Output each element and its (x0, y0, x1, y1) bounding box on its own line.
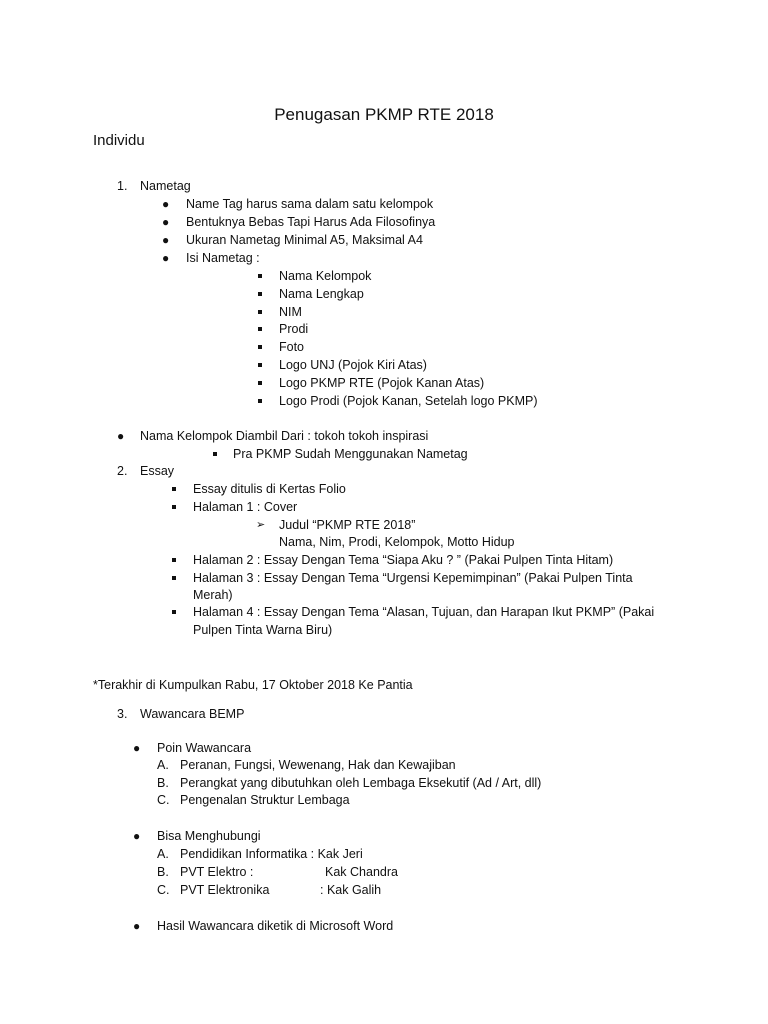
contact-name: Kak Chandra (325, 865, 398, 879)
list-item: NIM (279, 305, 302, 319)
square-bullet-icon (172, 505, 176, 509)
contact-name: : Kak Galih (320, 883, 382, 897)
contact-item: PVT Elektro : (180, 865, 254, 879)
list-number: 1. (117, 179, 128, 193)
list-item: Isi Nametag : (186, 251, 260, 265)
wawancara-heading: Wawancara BEMP (140, 707, 245, 721)
list-item: Bisa Menghubungi (157, 829, 261, 843)
list-item: Pra PKMP Sudah Menggunakan Nametag (233, 447, 468, 461)
bullet-icon: ● (162, 233, 170, 247)
square-bullet-icon (213, 452, 217, 456)
list-item: Nama Kelompok (279, 269, 372, 283)
square-bullet-icon (258, 292, 262, 296)
list-number: 3. (117, 707, 128, 721)
list-item: Hasil Wawancara diketik di Microsoft Word (157, 919, 394, 933)
square-bullet-icon (172, 576, 176, 580)
list-item: Nama Lengkap (279, 287, 364, 301)
square-bullet-icon (258, 381, 262, 385)
list-item: Merah) (193, 588, 233, 602)
bullet-icon: ● (133, 741, 141, 755)
square-bullet-icon (258, 345, 262, 349)
square-bullet-icon (172, 558, 176, 562)
bullet-icon: ● (162, 215, 170, 229)
list-item: Perangkat yang dibutuhkan oleh Lembaga Eksekutif (Ad / Art, dll) (180, 776, 542, 790)
page-title: Penugasan PKMP RTE 2018 (274, 105, 494, 124)
list-number: 2. (117, 464, 128, 478)
list-item: Name Tag harus sama dalam satu kelompok (186, 197, 434, 211)
list-item: Pulpen Tinta Warna Biru) (193, 623, 333, 637)
list-item: Pengenalan Struktur Lembaga (180, 793, 350, 807)
list-item: Nama, Nim, Prodi, Kelompok, Motto Hidup (279, 535, 515, 549)
list-item: Essay ditulis di Kertas Folio (193, 482, 346, 496)
bullet-icon: ● (117, 429, 125, 443)
arrow-bullet-icon: ➢ (256, 519, 266, 531)
square-bullet-icon (258, 327, 262, 331)
list-letter: C. (157, 793, 170, 807)
contact-item: Pendidikan Informatika : Kak Jeri (180, 847, 363, 861)
list-item: Halaman 2 : Essay Dengan Tema “Siapa Aku ? ” (Pakai Pulpen Tinta Hitam) (193, 553, 614, 567)
bullet-icon: ● (162, 251, 170, 265)
list-item: Halaman 3 : Essay Dengan Tema “Urgensi Kepemimpinan” (Pakai Pulpen Tinta (193, 571, 633, 585)
list-item: Logo UNJ (Pojok Kiri Atas) (279, 358, 427, 372)
list-letter: B. (157, 865, 169, 879)
nametag-heading: Nametag (140, 179, 191, 193)
list-item: Halaman 4 : Essay Dengan Tema “Alasan, Tujuan, dan Harapan Ikut PKMP” (Pakai (193, 605, 655, 619)
list-letter: A. (157, 758, 169, 772)
square-bullet-icon (258, 399, 262, 403)
contact-item: PVT Elektronika (180, 883, 270, 897)
square-bullet-icon (258, 274, 262, 278)
list-item: Logo PKMP RTE (Pojok Kanan Atas) (279, 376, 485, 390)
list-letter: A. (157, 847, 169, 861)
list-item: Peranan, Fungsi, Wewenang, Hak dan Kewajiban (180, 758, 456, 772)
list-item: Foto (279, 340, 305, 354)
square-bullet-icon (172, 610, 176, 614)
list-item: Prodi (279, 322, 309, 336)
bullet-icon: ● (133, 919, 141, 933)
list-item: Nama Kelompok Diambil Dari : tokoh tokoh inspirasi (140, 429, 429, 443)
bullet-icon: ● (133, 829, 141, 843)
square-bullet-icon (172, 487, 176, 491)
square-bullet-icon (258, 310, 262, 314)
list-item: Logo Prodi (Pojok Kanan, Setelah logo PKMP) (279, 394, 538, 408)
list-item: Poin Wawancara (157, 741, 252, 755)
list-letter: B. (157, 776, 169, 790)
square-bullet-icon (258, 363, 262, 367)
deadline-note: *Terakhir di Kumpulkan Rabu, 17 Oktober 2018 Ke Pantia (93, 678, 413, 692)
list-item: Ukuran Nametag Minimal A5, Maksimal A4 (186, 233, 423, 247)
list-item: Judul “PKMP RTE 2018” (279, 518, 416, 532)
essay-heading: Essay (140, 464, 175, 478)
section-heading: Individu (93, 132, 145, 149)
list-letter: C. (157, 883, 170, 897)
bullet-icon: ● (162, 197, 170, 211)
list-item: Halaman 1 : Cover (193, 500, 298, 514)
list-item: Bentuknya Bebas Tapi Harus Ada Filosofinya (186, 215, 436, 229)
